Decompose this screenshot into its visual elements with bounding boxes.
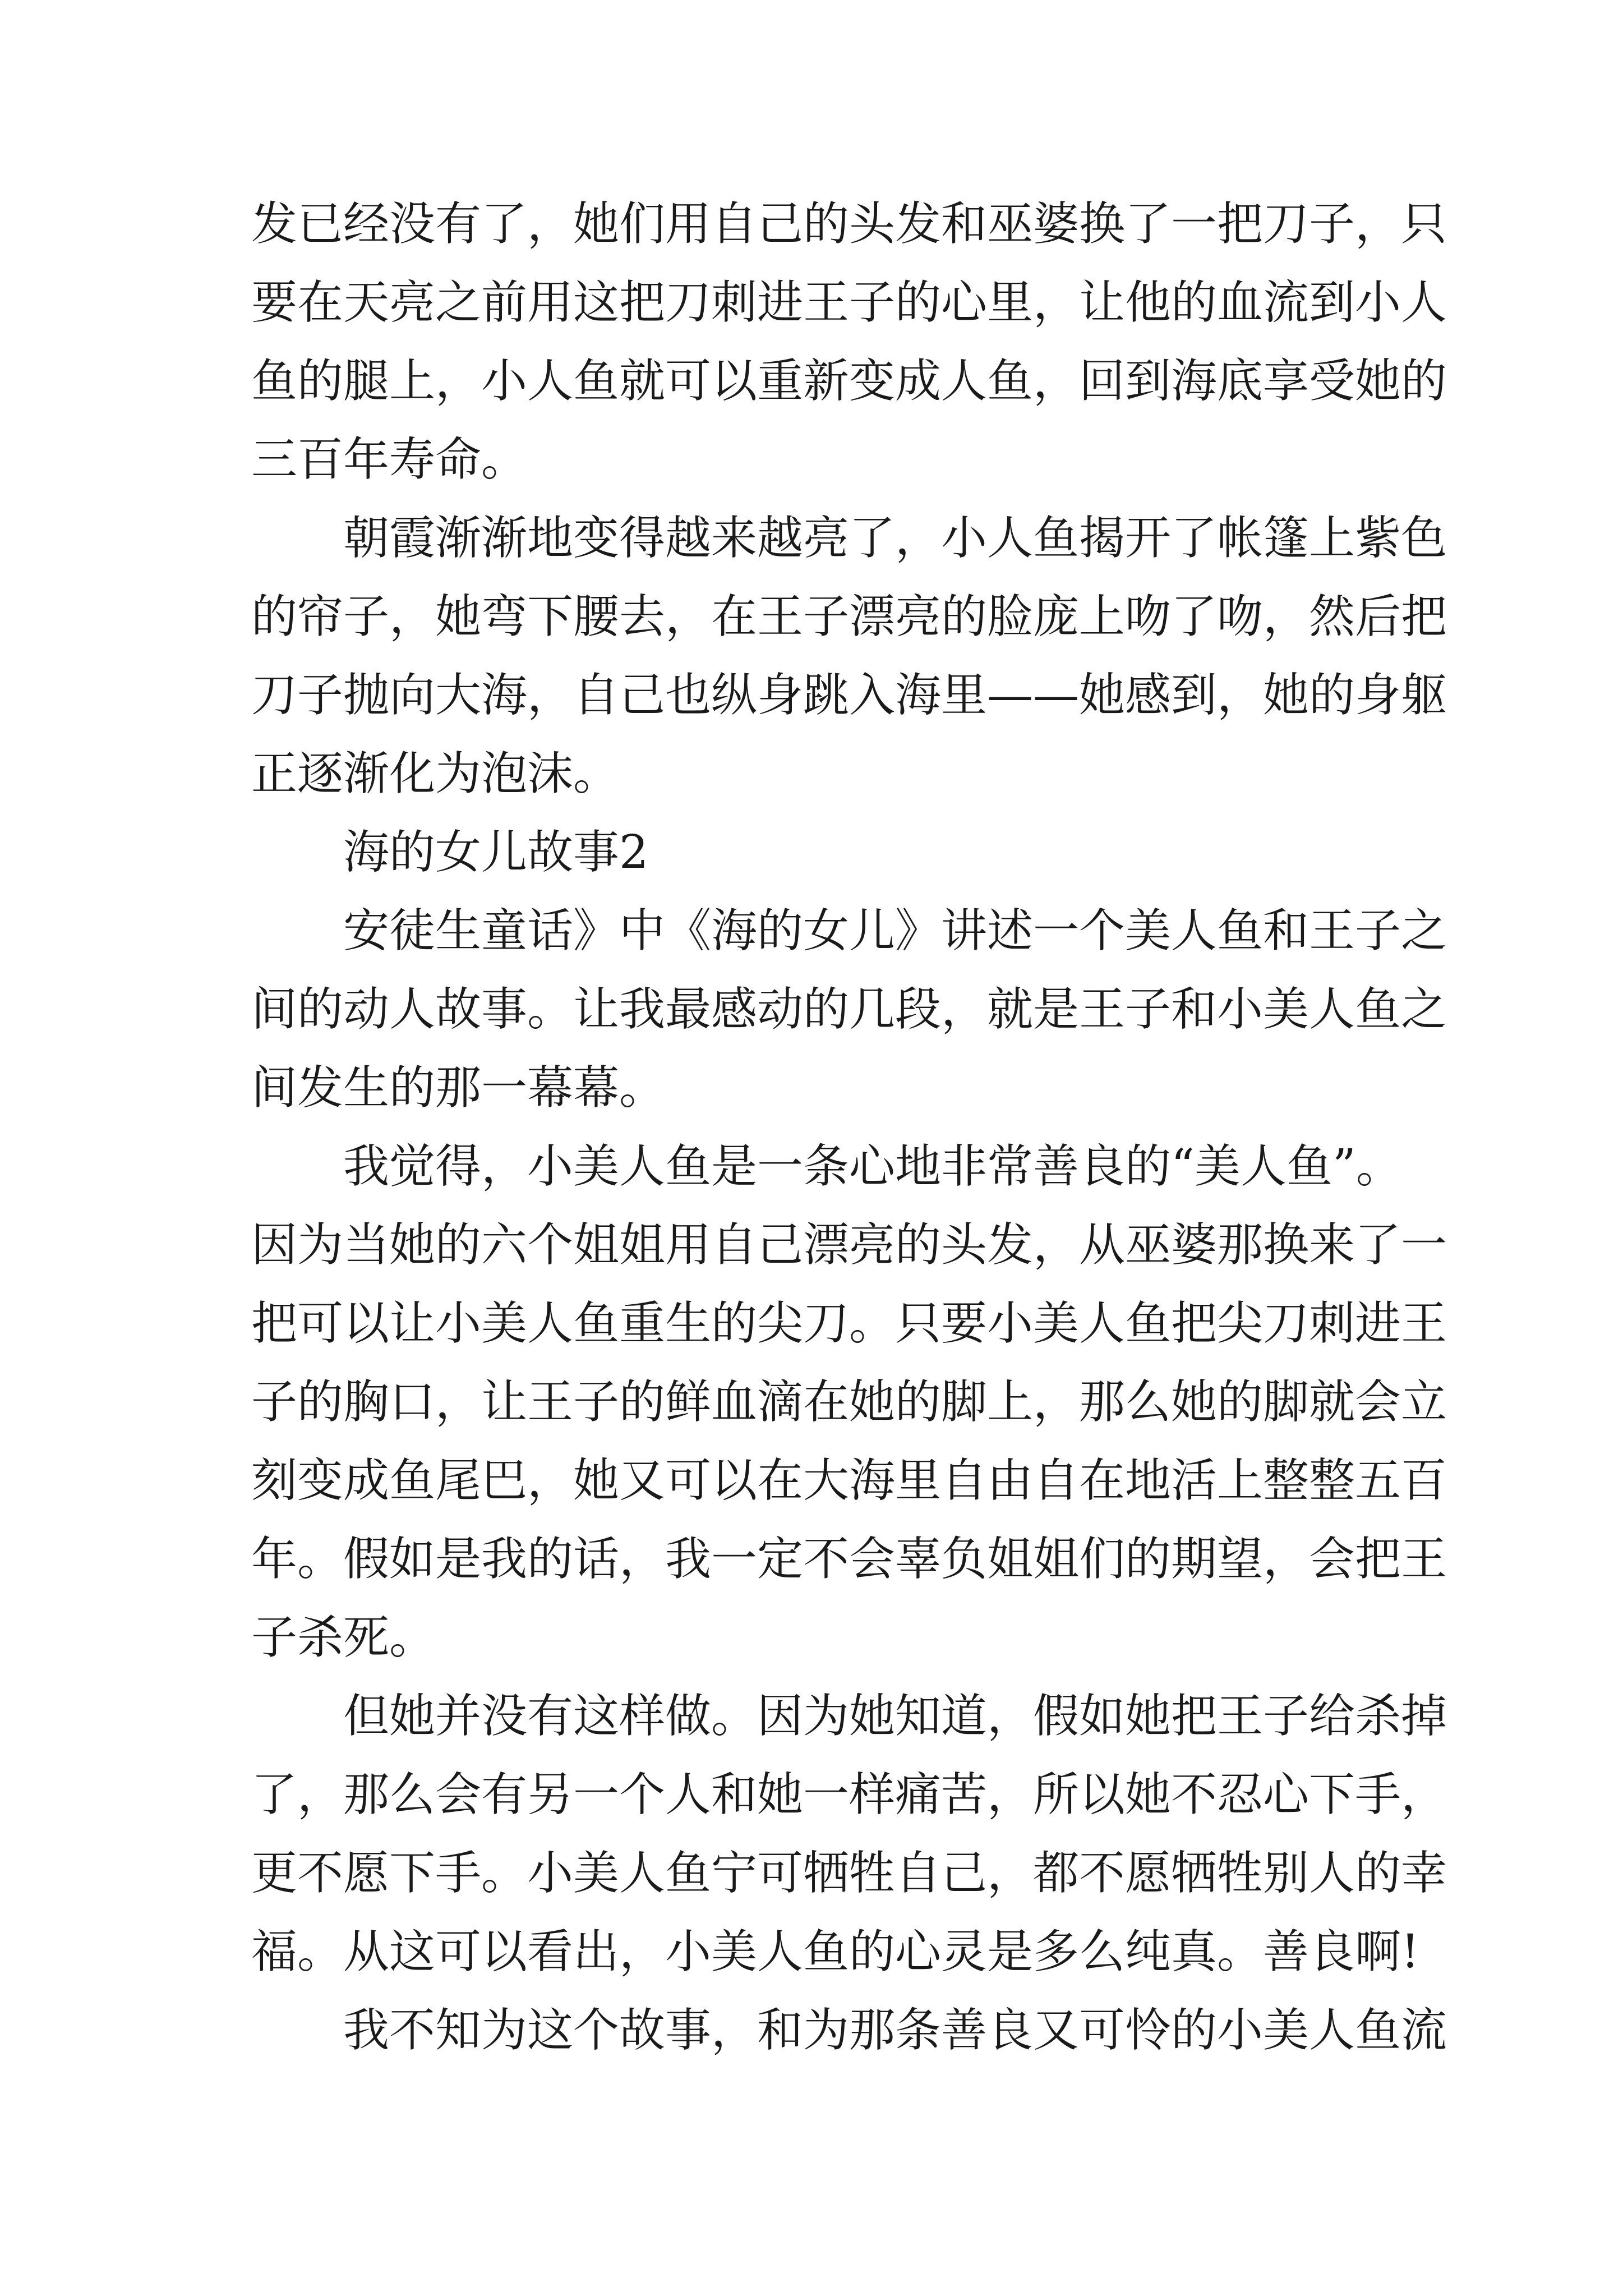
text-line: 鱼的腿上，小人鱼就可以重新变成人鱼，回到海底享受她的 [251,355,1447,408]
text-line: 要在天亮之前用这把刀刺进王子的心里，让他的血流到小人 [251,276,1447,329]
paragraph [251,1991,1447,2070]
text-line: 了，那么会有另一个人和她一样痛苦，所以她不忍心下手， [251,1768,1447,1821]
text-line: 发已经没有了，她们用自己的头发和巫婆换了一把刀子，只 [251,197,1447,251]
document-body [251,185,1447,2070]
text-line: 刻变成鱼尾巴，她又可以在大海里自由自在地活上整整五百 [251,1454,1447,1507]
paragraph [251,892,1447,1128]
paragraph [251,185,1447,499]
text-line: 的帘子，她弯下腰去，在王子漂亮的脸庞上吻了吻，然后把 [251,590,1447,643]
text-line: 刀子抛向大海，自己也纵身跳入海里——她感到，她的身躯 [251,669,1447,722]
text-line: 更不愿下手。小美人鱼宁可牺牲自己，都不愿牺牲别人的幸 [251,1847,1447,1900]
text-line: 间的动人故事。让我最感动的几段，就是王子和小美人鱼之 [251,983,1447,1036]
text-line: 子的胸口，让王子的鲜血滴在她的脚上，那么她的脚就会立 [251,1375,1447,1429]
paragraph [251,1677,1447,1991]
text-line: 因为当她的六个姐姐用自己漂亮的头发，从巫婆那换来了一 [251,1218,1447,1272]
text-line: 子杀死。 [251,1611,436,1664]
text-line: 三百年寿命。 [251,433,528,486]
text-line: 福。从这可以看出，小美人鱼的心灵是多么纯真。善良啊! [251,1925,1419,1978]
section-heading-text: 海的女儿故事2 [343,826,649,879]
section-heading [251,813,1395,892]
text-line: 安徒生童话》中《海的女儿》讲述一个美人鱼和王子之 [343,904,1447,958]
text-line: 朝霞渐渐地变得越来越亮了，小人鱼揭开了帐篷上紫色 [343,512,1447,565]
text-line: 我不知为这个故事，和为那条善良又可怜的小美人鱼流 [343,2004,1447,2057]
paragraph [251,499,1447,813]
text-line: 正逐渐化为泡沫。 [251,747,620,800]
text-line: 我觉得，小美人鱼是一条心地非常善良的“美人鱼”。 [343,1140,1402,1193]
text-line: 但她并没有这样做。因为她知道，假如她把王子给杀掉 [343,1690,1447,1743]
paragraph [251,1128,1447,1677]
text-line: 间发生的那一幕幕。 [251,1061,666,1115]
text-line: 年。假如是我的话，我一定不会辜负姐姐们的期望，会把王 [251,1533,1447,1586]
text-line: 把可以让小美人鱼重生的尖刀。只要小美人鱼把尖刀刺进王 [251,1297,1447,1350]
